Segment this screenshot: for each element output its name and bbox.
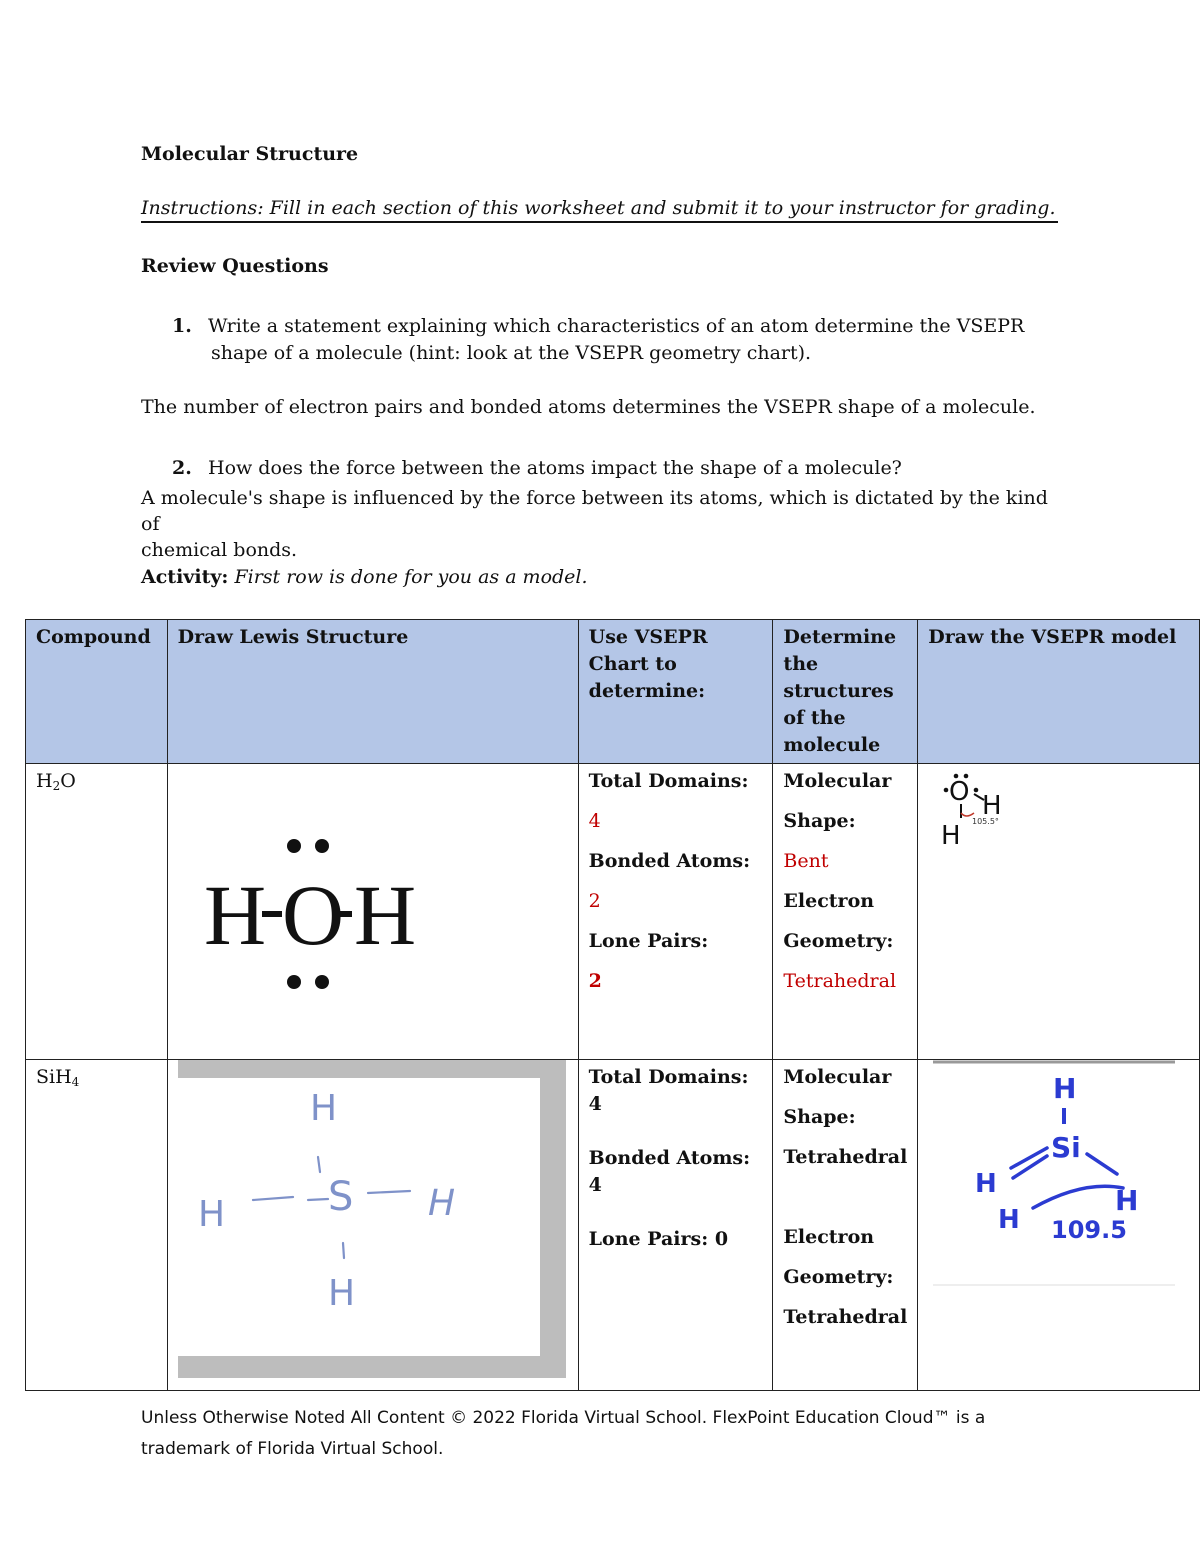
table-header-row [26,620,1200,764]
electron-geometry-label: Electron [783,890,875,912]
structure-cell [773,1060,918,1391]
lone-pairs: Lone Pairs: 0 [588,1228,729,1250]
lewis-structure-cell [167,1060,578,1391]
vsepr-model-h2o [936,768,1036,858]
molecular-shape-label: Molecular [783,770,892,792]
electron-geometry-label-2: Geometry: [783,1266,894,1288]
bonded-atoms-label: Bonded Atoms: [588,850,751,872]
answer-line: chemical bonds. [141,539,298,561]
sketch-h-left: H [197,1194,225,1235]
compound-subscript: 2 [52,779,61,793]
lewis-o: O [281,867,344,963]
bonded-atoms: Bonded Atoms: 4 [588,1147,751,1196]
electron-geometry-label: Electron [783,1226,875,1248]
activity-text: First row is done for you as a model. [234,566,588,588]
lewis-h-right: H [353,867,416,963]
molecular-shape-value: Bent [783,850,829,872]
compound-subscript: 4 [71,1075,80,1089]
model-si: Si [1051,1131,1082,1164]
footer-line: trademark of Florida Virtual School. [141,1439,444,1459]
answer-2 [141,485,1071,563]
activity-line [141,566,588,588]
total-domains: Total Domains: 4 [588,1066,749,1115]
model-h2: H [941,821,961,851]
sketch-h-top: H [309,1088,337,1129]
model-h-right: H [1115,1184,1139,1217]
page-title: Molecular Structure [141,143,359,165]
footer [141,1403,1041,1465]
header-structures: Determine the structures of the molecule [773,620,918,764]
model-o: O [949,777,970,807]
compound-base: H [36,770,53,792]
header-vsepr-model: Draw the VSEPR model [918,620,1200,764]
header-lewis: Draw Lewis Structure [167,620,578,764]
question-1 [172,313,1032,367]
lewis-h-left: H [203,867,266,963]
structure-cell [773,764,918,1060]
question-number: 2. [172,457,192,479]
model-angle: 109.5 [1051,1216,1128,1244]
header-compound: Compound [26,620,168,764]
activity-table [25,619,1200,1391]
lone-pairs-value: 2 [588,970,602,992]
model-h-back: H [998,1205,1021,1235]
activity-label: Activity: [141,566,229,588]
compound-base: SiH [36,1066,72,1088]
lewis-structure-cell [167,764,578,1060]
lone-pairs-label: Lone Pairs: [588,930,709,952]
molecular-shape-label: Molecular [783,1066,892,1088]
molecular-shape-label-2: Shape: [783,1106,856,1128]
table-row [26,764,1200,1060]
vsepr-chart-cell [578,764,773,1060]
model-angle: 105.5° [972,817,1000,826]
vsepr-model-cell [918,1060,1200,1391]
question-text: Write a statement explaining which characteristics of an atom determine the VSEPR [208,315,1025,337]
molecular-shape-value: Tetrahedral [783,1146,908,1168]
sketch-h-bottom: H [327,1273,355,1314]
table-row [26,1060,1200,1391]
answer-line: A molecule's shape is influenced by the force between its atoms, which is dictated by the kind of [141,487,1048,535]
header-vsepr-chart: Use VSEPR Chart to determine: [578,620,773,764]
electron-geometry-value: Tetrahedral [783,970,897,992]
lewis-structure-sih4 [178,1060,578,1382]
model-h-left: H [975,1169,998,1199]
total-domains-label: Total Domains: [588,770,749,792]
model-h-top: H [1053,1072,1077,1105]
question-2 [172,457,902,479]
total-domains-value: 4 [588,810,601,832]
sketch-s: S [327,1174,354,1220]
compound-end: O [60,770,76,792]
lewis-structure-h2o [168,764,458,1054]
model-h1: H [982,791,1002,821]
bonded-atoms-value: 2 [588,890,601,912]
instructions: Instructions: Fill in each section of this worksheet and submit it to your instructor for grading. [141,197,1058,223]
vsepr-model-sih4 [933,1060,1193,1300]
question-text: How does the force between the atoms impact the shape of a molecule? [208,457,902,479]
molecular-shape-label-2: Shape: [783,810,856,832]
vsepr-model-cell [918,764,1200,1060]
question-number: 1. [172,315,192,337]
answer-1: The number of electron pairs and bonded atoms determines the VSEPR shape of a molecule. [141,396,1036,418]
review-heading: Review Questions [141,255,329,277]
sketch-h-right: H [427,1183,455,1224]
electron-geometry-label-2: Geometry: [783,930,894,952]
question-text-cont: shape of a molecule (hint: look at the VSEPR geometry chart). [211,342,812,364]
electron-geometry-value: Tetrahedral [783,1306,908,1328]
compound-cell [26,1060,168,1391]
vsepr-chart-cell [578,1060,773,1391]
compound-cell [26,764,168,1060]
footer-line: Unless Otherwise Noted All Content © 2022 Florida Virtual School. FlexPoint Education Cloud™ is a [141,1408,986,1428]
